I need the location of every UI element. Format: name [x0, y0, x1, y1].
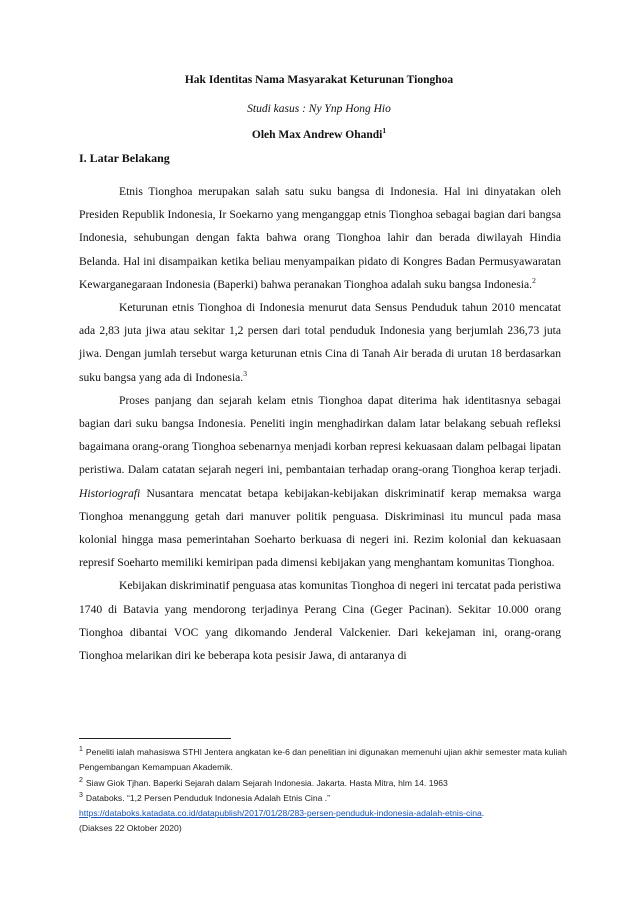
author-name: Oleh Max Andrew Ohandi [251, 129, 383, 141]
footnote-divider [79, 738, 231, 739]
paragraph-3 [79, 389, 561, 575]
document-subtitle: Studi kasus : Ny Ynp Hong Hio [247, 103, 391, 115]
footnote-text: Siaw Giok Tjhan. Baperki Sejarah dalam Sejarah Indonesia. Jakarta. Hasta Mitra, hlm 14. 1963 [85, 777, 448, 788]
section-heading: I. Latar Belakang [79, 151, 170, 165]
footnote-3 [79, 791, 569, 837]
footnote-text: Peneliti ialah mahasiswa STHI Jentera angkatan ke-6 dan penelitian ini digunakan memenuhi ujian akhir semester mata kuliah Pengembangan Kemampuan Akademik. [79, 747, 567, 773]
paragraph-4-text: Kebijakan diskriminatif penguasa atas komunitas Tionghoa di negeri ini tercatat pada peristiwa 1740 di Batavia yang mendorong terjadinya Perang Cina (Geger Pacinan). Sekitar 10.000 orang Tionghoa dibantai VOC yang dikomando Jenderal Valckenier. Dari kekejaman ini, orang-orang Tionghoa melarikan diri ke beberapa kota pesisir Jawa, di antaranya di [79, 579, 561, 663]
footnote-number: 1 [79, 746, 83, 754]
footnote-ref-3[interactable]: 3 [243, 368, 247, 378]
author-line [0, 126, 638, 141]
footnote-number: 2 [79, 776, 83, 784]
footnote-2 [79, 776, 569, 791]
document-title: Hak Identitas Nama Masyarakat Keturunan Tionghoa [184, 74, 454, 86]
footnote-1 [79, 745, 569, 776]
footnote-source-link[interactable]: https://databoks.katadata.co.id/datapublish/2017/01/28/283-persen-penduduk-indonesia-adalah-etnis-cina [79, 808, 482, 819]
paragraph-3-text-b: Nusantara mencatat betapa kebijakan-kebijakan diskriminatif kerap memaksa warga Tionghoa menanggung getah dari manuver politik penguasa. Diskriminasi itu muncul pada masa kolonial hingga masa pemerintahan Soeharto berkuasa di negeri ini. Rezim kolonial dan kekuasaan represif Soeharto memiliki kemiripan pada dimensi kebijakan yang menghantam komunitas Tionghoa. [79, 486, 561, 570]
paragraph-4 [79, 574, 561, 667]
paragraph-1-text: Etnis Tionghoa merupakan salah satu suku bangsa di Indonesia. Hal ini dinyatakan oleh Presiden Republik Indonesia, Ir Soekarno yang menganggap etnis Tionghoa sebagai bagian dari bangsa Indonesia, sehubungan dengan fakta bahwa orang Tionghoa lahir dan berada diwilayah Hindia Belanda. Hal ini disampaikan ketika beliau menyampaikan pidato di Kongres Badan Permusyawaratan Kewarganegaraan Indonesia (Baperki) bahwa peranakan Tionghoa adalah suku bangsa Indonesia. [79, 185, 561, 291]
italic-term: Historiografi [79, 486, 141, 500]
footnotes [79, 745, 569, 837]
paragraph-3-text-a: Proses panjang dan sejarah kelam etnis Tionghoa dapat diterima hak identitasnya sebagai bagian dari suku bangsa Indonesia. Peneliti ingin menghadirkan dalam latar belakang sebuah refleksi bagaimana orang-orang Tionghoa sebenarnya menjadi korban represi kekuasaan dalam pelbagai lipatan peristiwa. Dalam catatan sejarah negeri ini, pembantaian terhadap orang-orang Tionghoa kerap terjadi. [79, 393, 561, 477]
footnote-number: 3 [79, 792, 83, 800]
footnote-text: Databoks. “1,2 Persen Penduduk Indonesia Adalah Etnis Cina .” [85, 792, 331, 803]
body-text [79, 180, 561, 667]
paragraph-2 [79, 296, 561, 389]
footnote-ref-2[interactable]: 2 [532, 275, 536, 285]
paragraph-2-text: Keturunan etnis Tionghoa di Indonesia menurut data Sensus Penduduk tahun 2010 mencatat ada 2,83 juta jiwa atau sekitar 1,2 persen dari total penduduk Indonesia yang berjumlah 236,73 juta jiwa. Dengan jumlah tersebut warga keturunan etnis Cina di Tanah Air berada di urutan 18 berdasarkan suku bangsa yang ada di Indonesia. [79, 301, 561, 384]
paragraph-1 [79, 180, 561, 296]
footnote-link-suffix: . [481, 808, 485, 819]
author-footnote-ref[interactable]: 1 [382, 126, 387, 136]
footnote-accessed-date: (Diakses 22 Oktober 2020) [79, 823, 182, 834]
